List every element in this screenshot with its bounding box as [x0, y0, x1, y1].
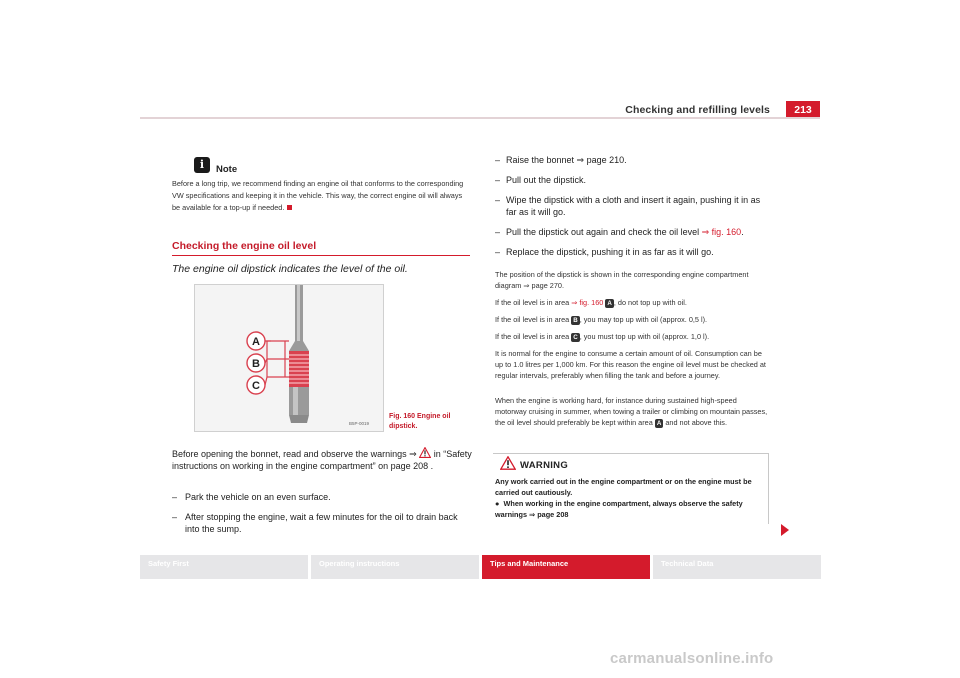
tab-operating-instructions[interactable]: Operating instructions — [311, 555, 479, 579]
figure-caption: Fig. 160 Engine oil dipstick. — [389, 413, 451, 430]
header-divider — [140, 117, 820, 119]
area-badge-a: A — [656, 419, 662, 427]
warning-body — [495, 476, 767, 520]
list-item: – Park the vehicle on an even surface. — [172, 491, 472, 503]
bullet-icon: ● — [495, 499, 500, 508]
end-marker-icon — [287, 205, 292, 210]
tab-technical-data[interactable]: Technical Data — [653, 555, 821, 579]
section-divider — [172, 255, 470, 256]
list-item: – Pull the dipstick out again and check the oil level ⇒ fig. 160. — [495, 227, 744, 237]
list-item: – Raise the bonnet ⇒ page 210. — [495, 154, 770, 166]
area-badge-c: C — [573, 333, 578, 341]
warning-text: Any work carried out in the engine compartment or on the engine must be carried out cautiously. — [495, 477, 752, 497]
paragraph — [495, 331, 770, 342]
figure-label-a: A — [252, 336, 260, 348]
warning-triangle-icon — [500, 456, 516, 470]
note-text: Before a long trip, we recommend finding an engine oil that conforms to the corresponding VW specifications and keeping it in the vehicle. This way, the correct engine oil will always be available for a top-up if needed. — [172, 179, 464, 212]
list-item: – Pull out the dipstick. — [495, 174, 770, 186]
paragraph — [495, 314, 770, 325]
paragraph-text: and not above this. — [663, 418, 727, 427]
paragraph: It is normal for the engine to consume a certain amount of oil. Consumption can be up to 1.0 litres per 1,000 km. For this reason the engine oil level must be checked at regular intervals, preferably when filling the tank and before a journey. — [495, 349, 766, 380]
paragraph-text: , do not top up with oil. — [613, 298, 687, 307]
page-number: 213 — [786, 101, 820, 119]
paragraph-text: , you must top up with oil (approx. 1,0 l). — [579, 332, 710, 341]
intro-text-2: in “Safety instructions on working in the engine compartment” on page 208 . — [172, 449, 472, 472]
next-page-arrow-icon[interactable] — [781, 524, 789, 536]
note-body — [172, 178, 472, 213]
area-badge-a: A — [607, 299, 612, 307]
warning-bullet — [495, 498, 767, 520]
tab-safety-first[interactable]: Safety First — [140, 555, 308, 579]
warning-bullet-text: When working in the engine compartment, always observe the safety warnings ⇒ page 208 — [495, 499, 743, 519]
figure-link[interactable]: ⇒ fig. 160 — [701, 227, 742, 237]
paragraph-text: When the engine is working hard, for instance during sustained high-speed motorway cruising in summer, when towing a trailer or climbing on mountain passes, the oil level should preferably be kept within area — [495, 396, 768, 427]
section-subheading: The engine oil dipstick indicates the level of the oil. — [172, 263, 408, 275]
step-text: Replace the dipstick, pushing it in as far as it will go. — [506, 247, 714, 257]
paragraph — [495, 395, 770, 428]
step-text: Park the vehicle on an even surface. — [185, 492, 331, 502]
intro-text-1: Before opening the bonnet, read and observe the warnings ⇒ — [172, 449, 420, 459]
paragraph: The position of the dipstick is shown in the corresponding engine compartment diagram ⇒ page 270. — [495, 270, 749, 290]
step-text: Pull out the dipstick. — [506, 175, 587, 185]
step-text: Wipe the dipstick with a cloth and insert it again, pushing it in as far as it will go. — [506, 195, 761, 218]
intro-paragraph — [172, 447, 472, 473]
figure-link[interactable]: ⇒ fig. 160 — [571, 298, 604, 307]
paragraph-text: , you may top up with oil (approx. 0,5 l). — [579, 315, 708, 324]
dipstick-illustration — [195, 285, 383, 431]
warning-title: WARNING — [520, 460, 569, 471]
paragraph-text: If the oil level is in area — [495, 298, 572, 307]
note-icon: i — [194, 157, 210, 173]
step-text: Pull the dipstick out again and check the oil level — [506, 227, 702, 237]
page-header-title: Checking and refilling levels — [625, 104, 770, 116]
tab-tips-and-maintenance[interactable]: Tips and Maintenance — [482, 555, 650, 579]
area-badge-b: B — [573, 316, 578, 324]
list-item: – After stopping the engine, wait a few minutes for the oil to drain back into the sump. — [172, 511, 472, 536]
footer-nav — [140, 555, 821, 579]
list-item: – Replace the dipstick, pushing it in as far as it will go. — [495, 246, 770, 258]
warning-triangle-icon — [419, 447, 431, 458]
figure-label-c: C — [252, 380, 260, 392]
step-text: After stopping the engine, wait a few minutes for the oil to drain back into the sump. — [185, 512, 458, 535]
paragraph — [495, 297, 770, 308]
list-item: – Wipe the dipstick with a cloth and insert it again, pushing it in as far as it will go. — [495, 194, 770, 219]
paragraph-text: If the oil level is in area — [495, 315, 572, 324]
note-title: Note — [216, 164, 238, 175]
figure-label-b: B — [252, 358, 260, 370]
paragraph-text: If the oil level is in area — [495, 332, 572, 341]
step-text: Raise the bonnet ⇒ page 210. — [506, 155, 627, 165]
dipstick-figure — [194, 284, 384, 432]
figure-code: B5P-0019 — [349, 421, 370, 426]
section-heading: Checking the engine oil level — [172, 240, 317, 252]
watermark: carmanualsonline.info — [610, 650, 774, 667]
